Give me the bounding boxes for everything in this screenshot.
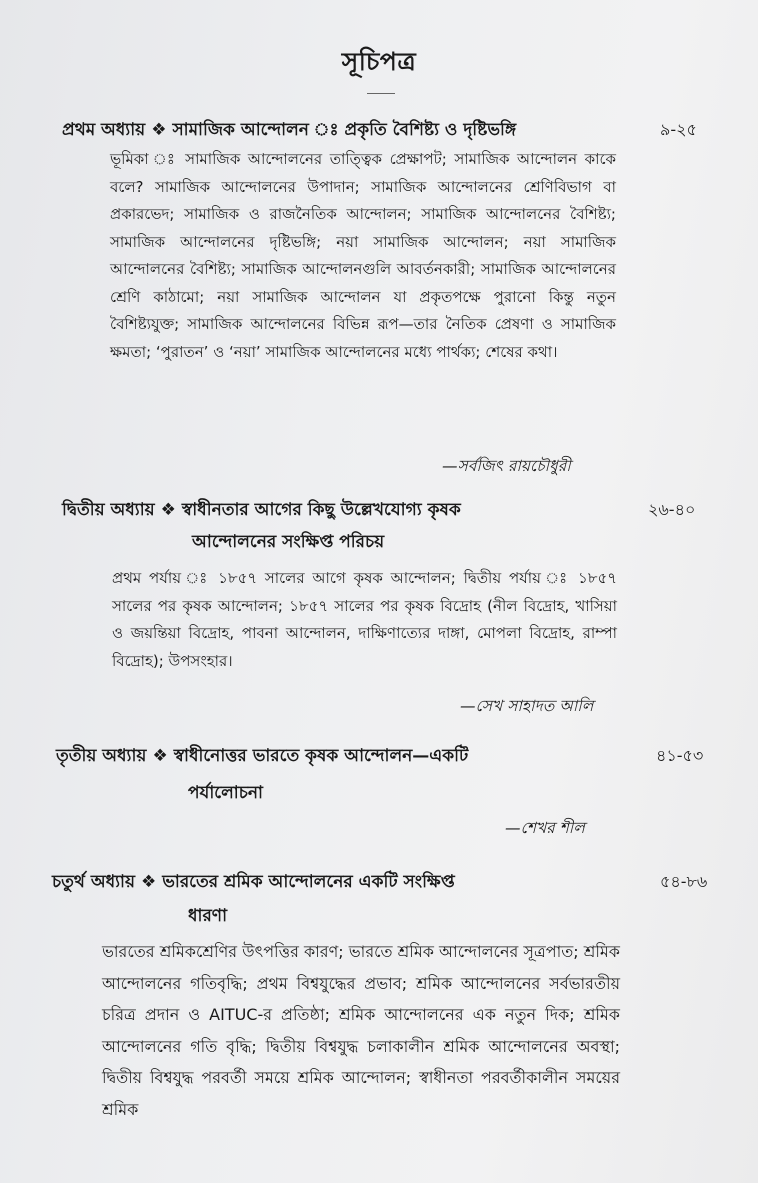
chapter-1-title: সামাজিক আন্দোলন ঃ প্রকৃতি বৈশিষ্ট্য ও দৃষ্টিভঙ্গি — [172, 120, 517, 140]
chapter-2-summary: প্রথম পর্যায় ঃ ১৮৫৭ সালের আগে কৃষক আন্দোলন; দ্বিতীয় পর্যায় ঃ ১৮৫৭ সালের পর কৃষক আন্দোলন; ১৮৫৭ সালের পর কৃষক বিদ্রোহ (নীল বিদ্রোহ, খাসিয়া ও জয়ন্তিয়া বিদ্রোহ, পাবনা আন্দোলন, দাক্ষিণাত্যের দাঙ্গা, মোপলা বিদ্রোহ, রাম্পা বিদ্রোহ); উপসংহার। — [112, 569, 617, 670]
chapter-2-number: দ্বিতীয় অধ্যায় — [62, 500, 155, 520]
chapter-4-title-line1: ভারতের শ্রমিক আন্দোলনের একটি সংক্ষিপ্ত — [162, 872, 455, 892]
chapter-4-title-line2: ধারণা — [188, 906, 228, 926]
chapter-1-pages: ৯-২৫ — [660, 120, 697, 139]
chapter-1-number: প্রথম অধ্যায় — [62, 120, 146, 140]
chapter-4-number: চতুর্থ অধ্যায় — [52, 872, 135, 892]
chapter-2-author: —সেখ সাহাদত আলি — [460, 697, 594, 715]
chapter-2-title-line2: আন্দোলনের সংক্ষিপ্ত পরিচয় — [192, 532, 385, 552]
chapter-2-heading — [62, 500, 461, 520]
chapter-3-number: তৃতীয় অধ্যায় — [56, 746, 147, 766]
chapter-1-summary: ভূমিকা ঃ সামাজিক আন্দোলনের তাত্ত্বিক প্রেক্ষাপট; সামাজিক আন্দোলন কাকে বলে? সামাজিক আন্দোলনের উপাদান; সামাজিক আন্দোলনের শ্রেণিবিভাগ বা প্রকারভেদ; সামাজিক ও রাজনৈতিক আন্দোলন; সামাজিক আন্দোলনের বৈশিষ্ট্য; সামাজিক আন্দোলনের দৃষ্টিভঙ্গি; নয়া সামাজিক আন্দোলন; নয়া সামাজিক আন্দোলনের বৈশিষ্ট্য; সামাজিক আন্দোলনগুলি আবর্তনকারী; সামাজিক আন্দোলনের শ্রেণি কাঠামো; নয়া সামাজিক আন্দোলন যা প্রকৃতপক্ষে পুরানো কিন্তু নতুন বৈশিষ্ট্যযুক্ত; সামাজিক আন্দোলনের বিভিন্ন রূপ—তার নৈতিক প্রেষণা ও সামাজিক ক্ষমতা; ‘পুরাতন’ ও ‘নয়া’ সামাজিক আন্দোলনের মধ্যে পার্থক্য; শেষের কথা। — [110, 150, 616, 361]
diamond-icon: ❖ — [152, 746, 168, 766]
chapter-4-heading — [52, 872, 455, 892]
chapter-1-heading — [62, 120, 516, 140]
diamond-icon: ❖ — [140, 872, 157, 892]
chapter-3-title-line1: স্বাধীনোত্তর ভারতে কৃষক আন্দোলন—একটি — [173, 746, 469, 766]
chapter-3-title-line2: পর্যালোচনা — [188, 783, 263, 803]
chapter-2-title-line1: স্বাধীনতার আগের কিছু উল্লেখযোগ্য কৃষক — [181, 500, 461, 520]
chapter-2-pages: ২৬-৪০ — [648, 500, 696, 519]
chapter-3-heading — [56, 746, 468, 766]
chapter-3-author: —শেখর শীল — [505, 819, 585, 837]
chapter-3-pages: ৪১-৫৩ — [656, 746, 704, 765]
chapter-4-summary: ভারতের শ্রমিকশ্রেণির উৎপত্তির কারণ; ভারতে শ্রমিক আন্দোলনের সূত্রপাত; শ্রমিক আন্দোলনের গতিবৃদ্ধি; প্রথম বিশ্বযুদ্ধের প্রভাব; শ্রমিক আন্দোলনের সর্বভারতীয় চরিত্র প্রদান ও AITUC-র প্রতিষ্ঠা; শ্রমিক আন্দোলনের এক নতুন দিক; শ্রমিক আন্দোলনের গতি বৃদ্ধি; দ্বিতীয় বিশ্বযুদ্ধ চলাকালীন শ্রমিক আন্দোলনের অবস্থা; দ্বিতীয় বিশ্বযুদ্ধ পরবর্তী সময়ে শ্রমিক আন্দোলন; স্বাধীনতা পরবর্তীকালীন সময়ের শ্রমিক — [102, 942, 620, 1119]
chapter-1-author: —সর্বজিৎ রায়চৌধুরী — [442, 457, 571, 475]
page-title: সূচিপত্র — [341, 47, 417, 76]
title-divider — [367, 93, 395, 94]
diamond-icon: ❖ — [151, 120, 167, 140]
chapter-4-pages: ৫৪-৮৬ — [660, 872, 708, 891]
diamond-icon: ❖ — [160, 500, 176, 520]
